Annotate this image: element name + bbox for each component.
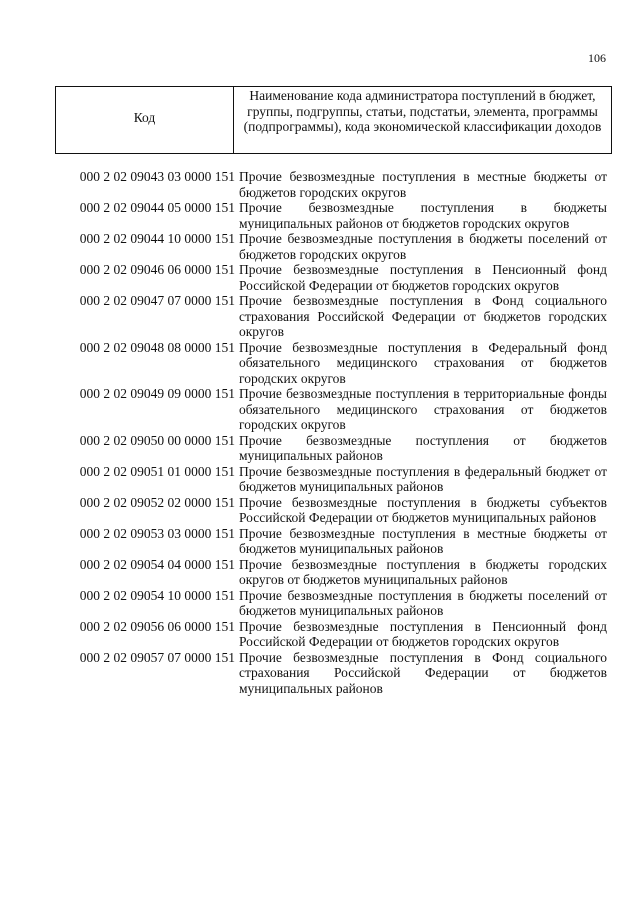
row-description: Прочие безвозмездные поступления в бюджеты поселений от бюджетов муниципальных районов	[239, 587, 607, 618]
table-row	[55, 340, 607, 387]
table-row	[55, 169, 607, 200]
row-description: Прочие безвозмездные поступления в бюджеты субъектов Российской Федерации от бюджетов муниципальных районов	[239, 494, 607, 525]
code-list	[55, 169, 607, 696]
row-description: Прочие безвозмездные поступления в бюджеты поселений от бюджетов городских округов	[239, 231, 607, 262]
table-row	[55, 557, 607, 588]
row-description: Прочие безвозмездные поступления в бюджеты муниципальных районов от бюджетов городских округов	[239, 200, 607, 231]
row-code: 000 2 02 09054 10 0000 151	[79, 587, 235, 603]
row-code: 000 2 02 09047 07 0000 151	[79, 293, 235, 308]
row-description: Прочие безвозмездные поступления в местные бюджеты от бюджетов городских округов	[239, 169, 607, 200]
row-code: 000 2 02 09051 01 0000 151	[79, 463, 235, 479]
row-description: Прочие безвозмездные поступления в федеральный бюджет от бюджетов муниципальных районов	[239, 463, 607, 494]
table-row	[55, 619, 607, 650]
table-row	[55, 200, 607, 231]
row-description: Прочие безвозмездные поступления от бюджетов муниципальных районов	[239, 432, 607, 463]
table-row	[55, 588, 607, 619]
table-row	[55, 293, 607, 340]
table-row	[55, 495, 607, 526]
table-row	[55, 464, 607, 495]
row-description: Прочие безвозмездные поступления в территориальные фонды обязательного медицинского страхования от бюджетов городских округов	[239, 386, 607, 432]
row-code: 000 2 02 09053 03 0000 151	[79, 525, 235, 541]
table-row	[55, 262, 607, 293]
table-row	[55, 433, 607, 464]
row-description: Прочие безвозмездные поступления в бюджеты городских округов от бюджетов муниципальных районов	[239, 556, 607, 587]
row-description: Прочие безвозмездные поступления в местные бюджеты от бюджетов муниципальных районов	[239, 525, 607, 556]
table-header	[55, 86, 612, 154]
header-code-cell: Код	[56, 87, 234, 153]
row-code: 000 2 02 09052 02 0000 151	[79, 494, 235, 510]
row-code: 000 2 02 09054 04 0000 151	[79, 556, 235, 572]
row-description: Прочие безвозмездные поступления в Федеральный фонд обязательного медицинского страхования от бюджетов городских округов	[239, 339, 607, 386]
row-code: 000 2 02 09049 09 0000 151	[79, 386, 235, 401]
table-row	[55, 386, 607, 433]
row-code: 000 2 02 09043 03 0000 151	[79, 169, 235, 184]
page-number: 106	[588, 51, 606, 65]
table-row	[55, 231, 607, 262]
row-code: 000 2 02 09044 05 0000 151	[79, 200, 235, 215]
row-code: 000 2 02 09046 06 0000 151	[79, 262, 235, 277]
row-description: Прочие безвозмездные поступления в Пенсионный фонд Российской Федерации от бюджетов городских округов	[239, 618, 607, 649]
row-code: 000 2 02 09050 00 0000 151	[79, 432, 235, 448]
table-row	[55, 650, 607, 697]
table-row	[55, 526, 607, 557]
row-code: 000 2 02 09056 06 0000 151	[79, 618, 235, 634]
row-description: Прочие безвозмездные поступления в Фонд социального страхования Российской Федерации от бюджетов муниципальных районов	[239, 649, 607, 696]
row-description: Прочие безвозмездные поступления в Пенсионный фонд Российской Федерации от бюджетов городских округов	[239, 262, 607, 293]
row-code: 000 2 02 09057 07 0000 151	[79, 649, 235, 665]
header-name-cell: Наименование кода администратора поступлений в бюджет, группы, подгруппы, статьи, подстатьи, элемента, программы (подпрограммы), кода экономической классификации доходов	[243, 88, 602, 134]
row-code: 000 2 02 09048 08 0000 151	[79, 339, 235, 355]
row-code: 000 2 02 09044 10 0000 151	[79, 231, 235, 246]
row-description: Прочие безвозмездные поступления в Фонд социального страхования Российской Федерации от бюджетов городских округов	[239, 293, 607, 339]
